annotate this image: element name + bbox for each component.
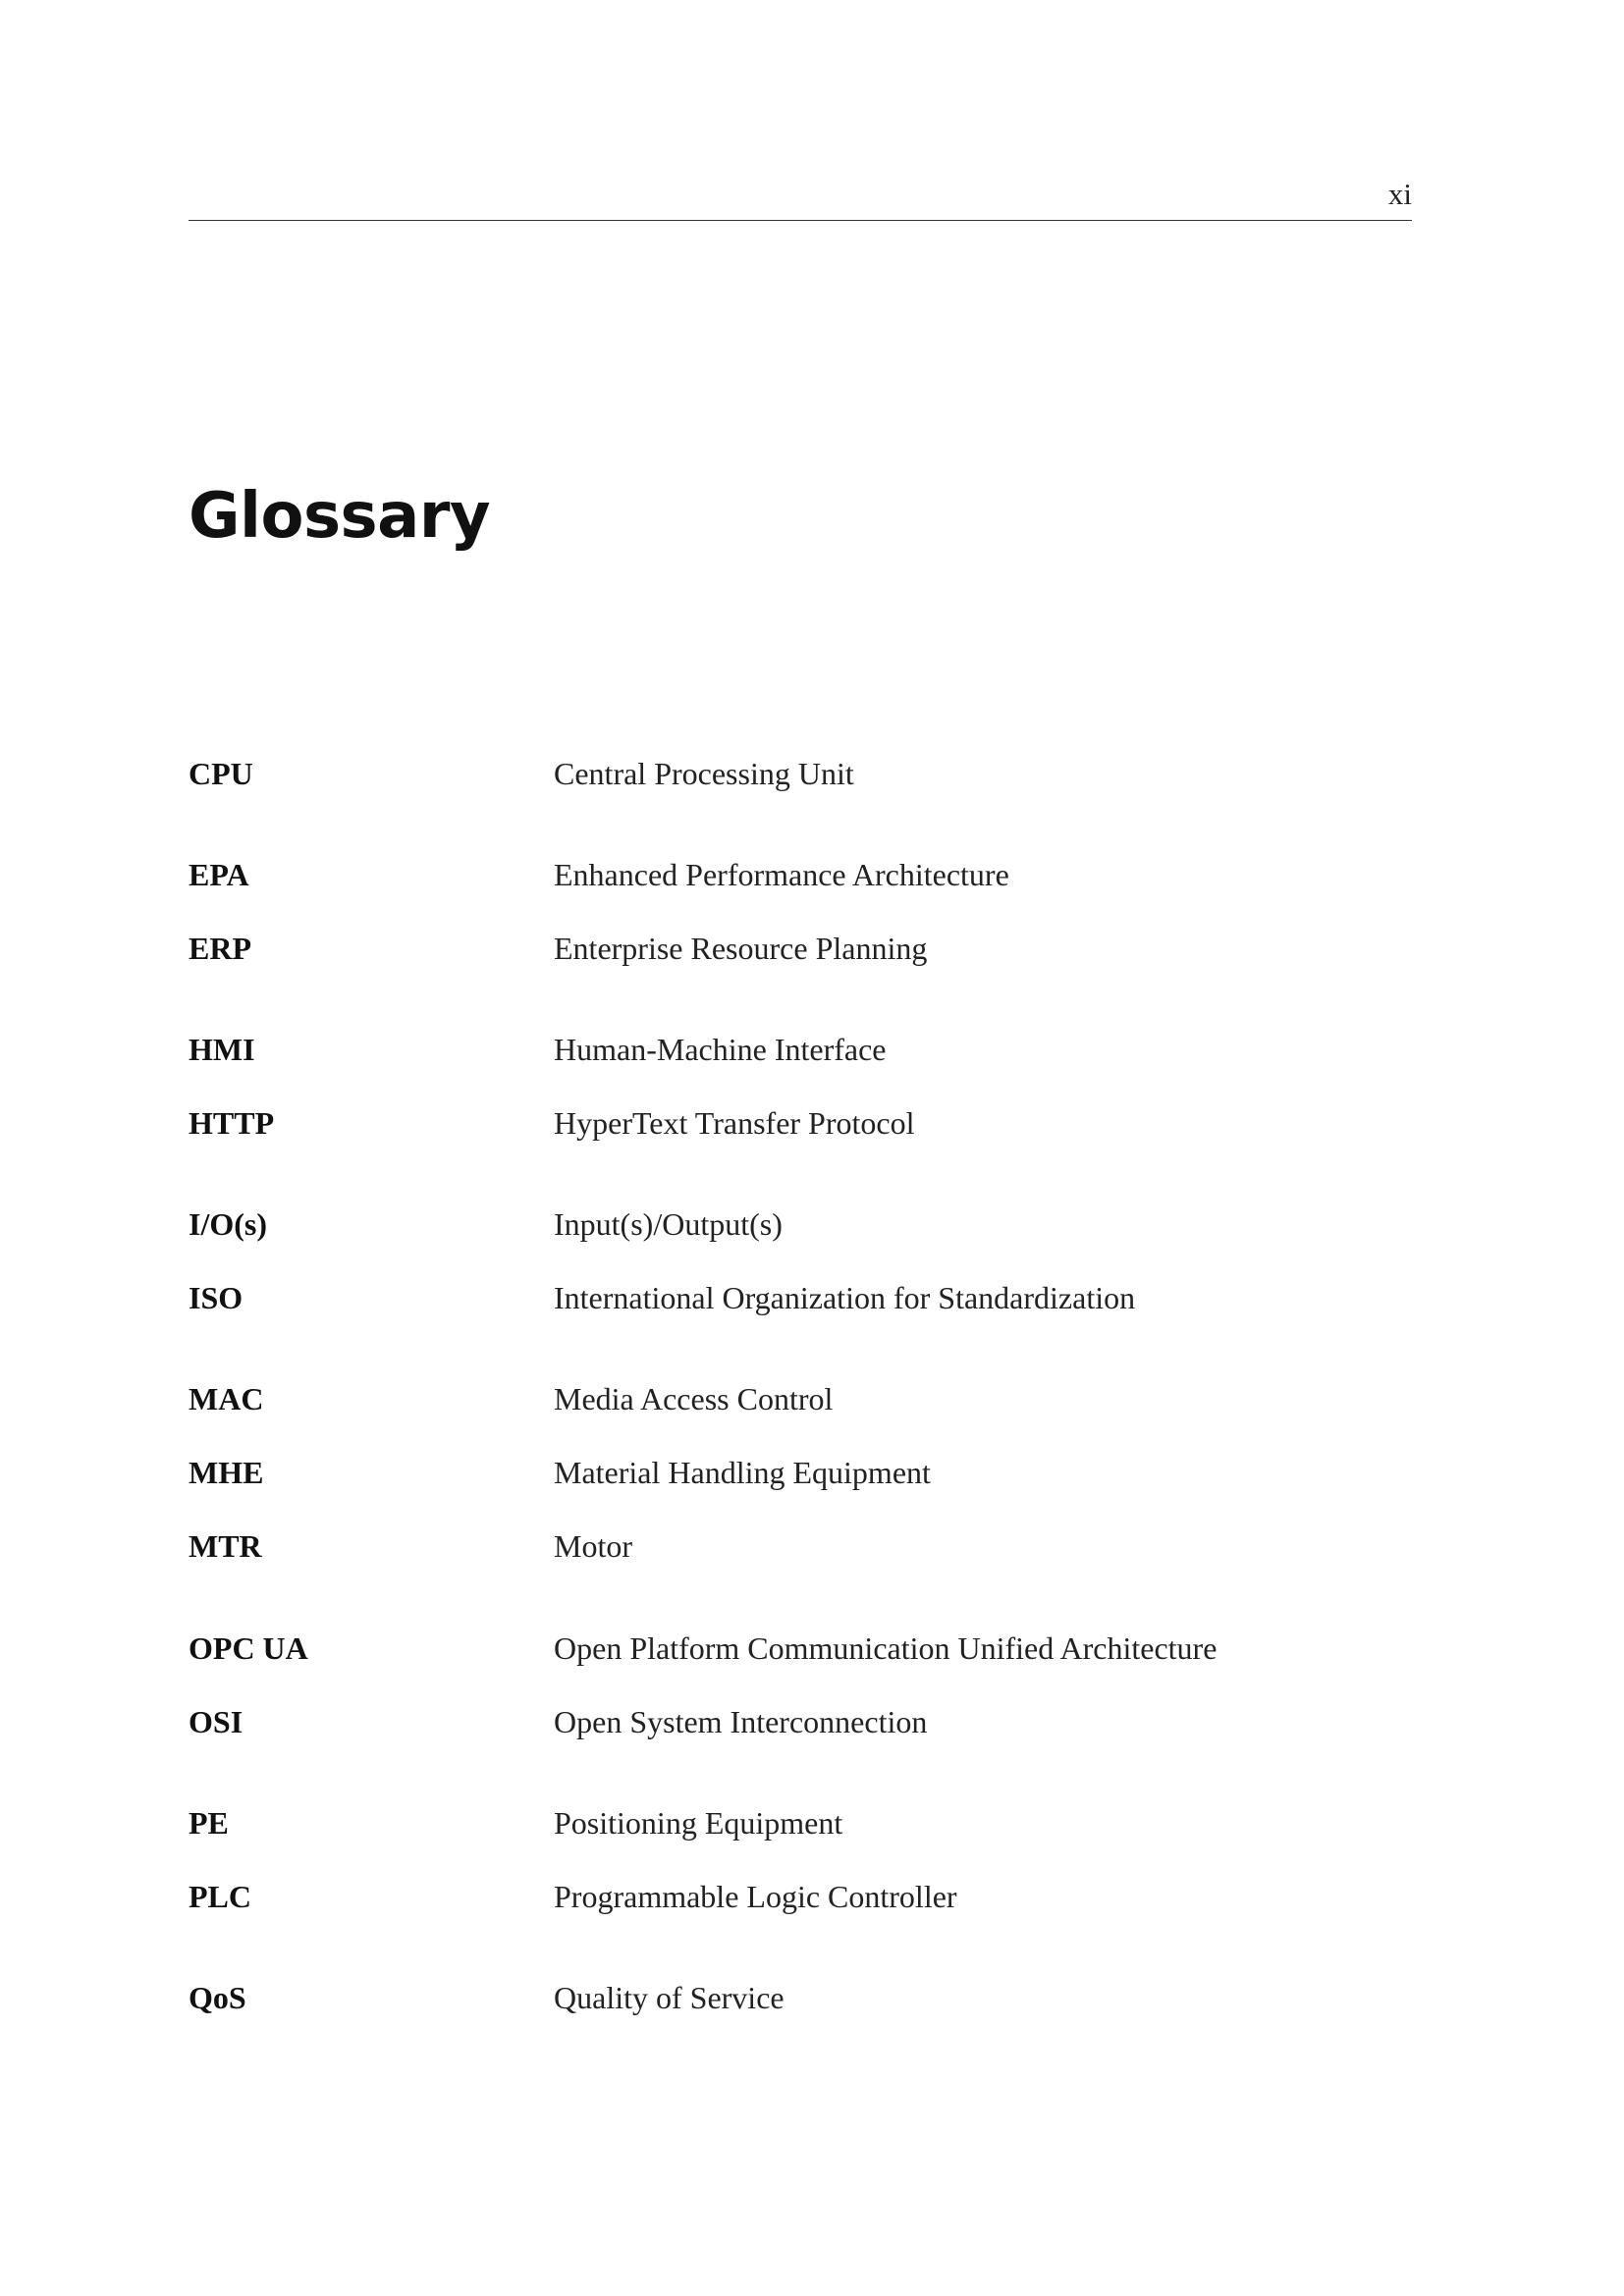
- glossary-term: PLC: [189, 1879, 251, 1914]
- page-number: xi: [1387, 177, 1412, 211]
- glossary-term: HMI: [189, 1032, 255, 1067]
- glossary-term: PE: [189, 1805, 229, 1841]
- glossary-definition: Programmable Logic Controller: [554, 1879, 957, 1914]
- glossary-entry-epa: [189, 853, 1412, 896]
- glossary-term: CPU: [189, 756, 253, 791]
- glossary-definition: Human-Machine Interface: [554, 1032, 887, 1067]
- glossary-term: MHE: [189, 1455, 264, 1490]
- glossary-term: EPA: [189, 857, 249, 892]
- glossary-definition: Open Platform Communication Unified Architecture: [554, 1630, 1218, 1666]
- glossary-definition: Open System Interconnection: [554, 1704, 928, 1739]
- glossary-term: MTR: [189, 1528, 262, 1564]
- glossary-entry-cpu: [189, 752, 1412, 795]
- glossary-entry-erp: [189, 927, 1412, 970]
- glossary-term: ISO: [189, 1280, 244, 1315]
- glossary-entry-http: [189, 1101, 1412, 1145]
- glossary-entry-mhe: [189, 1451, 1412, 1494]
- glossary-entry-opc-ua: [189, 1627, 1412, 1670]
- glossary-term: I/O(s): [189, 1206, 267, 1242]
- glossary-entry-iso: [189, 1276, 1412, 1319]
- glossary-entry-qos: [189, 1976, 1412, 2019]
- glossary-definition: Central Processing Unit: [554, 756, 854, 791]
- glossary-definition: Quality of Service: [554, 1980, 785, 2015]
- glossary-definition: Motor: [554, 1528, 632, 1564]
- running-header: [189, 173, 1412, 221]
- glossary-term: MAC: [189, 1381, 264, 1416]
- glossary-definition: Input(s)/Output(s): [554, 1206, 783, 1242]
- glossary-entry-osi: [189, 1700, 1412, 1743]
- glossary-entry-mtr: [189, 1524, 1412, 1568]
- glossary-definition: Material Handling Equipment: [554, 1455, 931, 1490]
- glossary-definition: Enterprise Resource Planning: [554, 931, 928, 966]
- glossary-definition: International Organization for Standardization: [554, 1280, 1136, 1315]
- glossary-definition: HyperText Transfer Protocol: [554, 1105, 915, 1141]
- glossary-term: QoS: [189, 1980, 246, 2015]
- glossary-term: ERP: [189, 931, 251, 966]
- glossary-definition: Enhanced Performance Architecture: [554, 857, 1009, 892]
- glossary-term: OPC UA: [189, 1630, 308, 1666]
- glossary-entry-hmi: [189, 1028, 1412, 1071]
- glossary-term: OSI: [189, 1704, 244, 1739]
- glossary-entry-mac: [189, 1377, 1412, 1420]
- glossary-entry-pe: [189, 1801, 1412, 1844]
- chapter-title: Glossary: [189, 480, 491, 553]
- glossary-term: HTTP: [189, 1105, 275, 1141]
- glossary-definition: Positioning Equipment: [554, 1805, 843, 1841]
- glossary-definition: Media Access Control: [554, 1381, 834, 1416]
- glossary-entry-io: [189, 1202, 1412, 1246]
- glossary-entry-plc: [189, 1875, 1412, 1918]
